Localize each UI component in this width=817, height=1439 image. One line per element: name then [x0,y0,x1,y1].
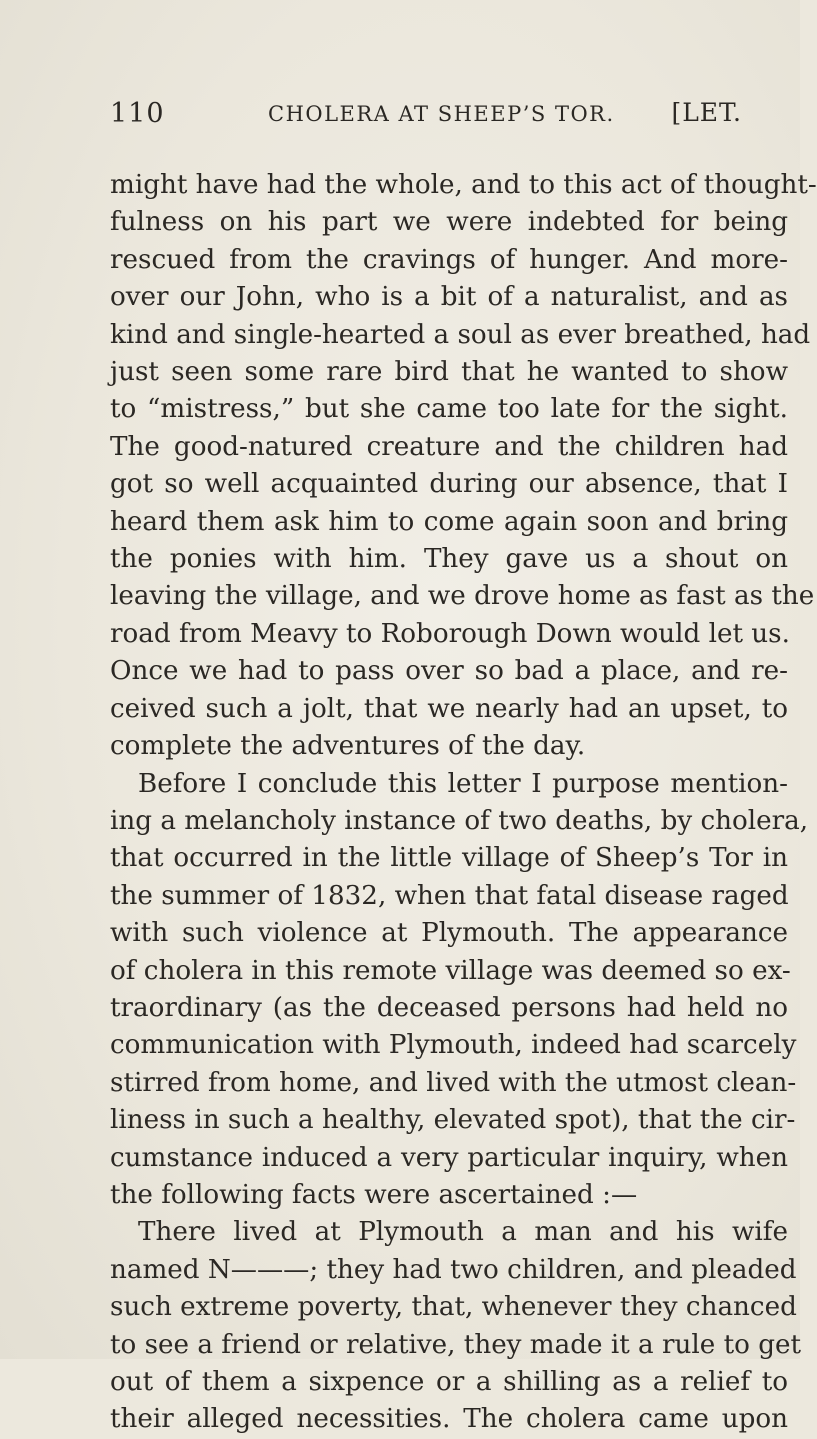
text-line: cumstance induced a very particular inquiry, when [110,1142,788,1173]
text-line: liness in such a healthy, elevated spot), that the cir- [110,1105,796,1136]
text-line: There lived at Plymouth a man and his wife [138,1217,788,1248]
running-header [110,98,742,138]
text-line: to “mistress,” but she came too late for the sight. [110,394,788,425]
text-line: Before I conclude this letter I purpose mention- [138,768,788,799]
text-line: stirred from home, and lived with the utmost clean- [110,1067,797,1098]
text-line: heard them ask him to come again soon and bring [110,506,788,537]
text-line: their alleged necessities. The cholera came upon [110,1404,788,1435]
text-line: of cholera in this remote village was deemed so ex- [110,955,791,986]
text-line: that occurred in the little village of Sheep’s Tor in [110,843,788,874]
text-line: the summer of 1832, when that fatal disease raged [110,880,789,911]
text-line: with such violence at Plymouth. The appearance [110,918,788,949]
text-line: fulness on his part we were indebted for being [110,207,788,238]
text-line: the ponies with him. They gave us a shout on [110,544,788,575]
text-line: just seen some rare bird that he wanted to show [110,357,788,388]
text-line: kind and single-hearted a soul as ever breathed, had [110,319,811,350]
text-line: Once we had to pass over so bad a place, and re- [110,656,788,687]
text-line: road from Meavy to Roborough Down would let us. [110,618,790,649]
body-text [110,167,817,1439]
text-line: to see a friend or relative, they made it a rule to get [110,1329,801,1360]
text-line: ing a melancholy instance of two deaths, by cholera, [110,805,809,836]
text-line: leaving the village, and we drove home as fast as the [110,581,815,612]
text-line: out of them a sixpence or a shilling as a relief to [110,1367,788,1397]
text-line: complete the adventures of the day. [110,731,586,762]
text-line: such extreme poverty, that, whenever they chanced [110,1292,797,1323]
text-line: traordinary (as the deceased persons had held no [110,992,788,1023]
text-line: might have had the whole, and to this act of thought- [110,170,817,200]
text-line: communication with Plymouth, indeed had scarcely [110,1030,797,1061]
text-line: over our John, who is a bit of a naturalist, and as [110,282,788,313]
text-line: the following facts were ascertained :— [110,1179,638,1210]
text-line: The good-natured creature and the children had [110,431,788,462]
text-line: ceived such a jolt, that we nearly had an upset, to [110,693,788,724]
text-line: named N———; they had two children, and pleaded [110,1254,797,1285]
text-line: got so well acquainted during our absence, that I [110,469,788,500]
text-line: rescued from the cravings of hunger. And more- [110,244,788,275]
page-number: 110 [110,98,165,129]
running-title: CHOLERA AT SHEEP’S TOR. [268,102,615,126]
section-marker: [LET. [671,98,742,127]
